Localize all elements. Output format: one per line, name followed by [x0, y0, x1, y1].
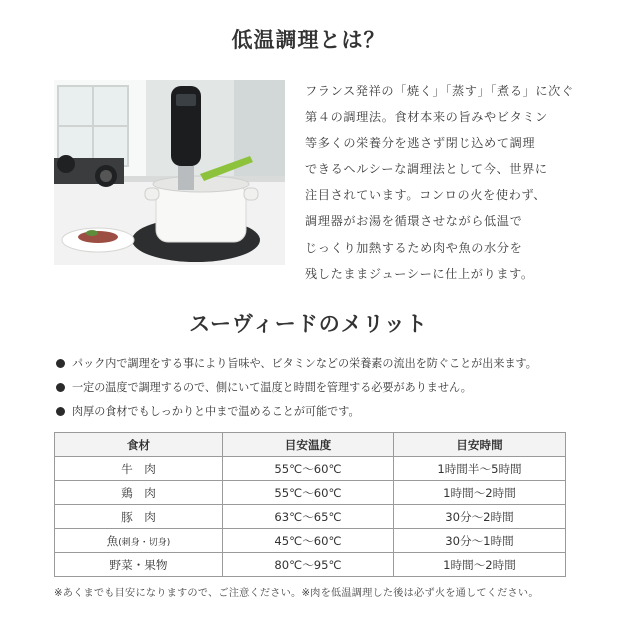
bullet-icon: [56, 383, 65, 392]
table-row: [55, 529, 566, 553]
cell-food: 豚 肉: [55, 505, 223, 529]
header-food: 食材: [55, 433, 223, 457]
table-row: [55, 505, 566, 529]
bullet-text: 肉厚の食材でもしっかりと中まで温めることが可能です。: [72, 405, 360, 418]
list-item: [54, 399, 574, 423]
cell-temp: 63℃～65℃: [223, 505, 394, 529]
intro-line: フランス発祥の「焼く」「蒸す」「煮る」に次ぐ: [305, 84, 574, 98]
header-time: 目安時間: [394, 433, 566, 457]
intro-line: できるヘルシーな調理法として今、世界に: [305, 162, 548, 177]
intro-line: 調理器がお湯を循環させながら低温で: [305, 214, 523, 229]
cell-temp: 55℃～60℃: [223, 481, 394, 505]
intro-text: [305, 78, 574, 287]
intro-line: 第４の調理法。食材本来の旨みやビタミン: [305, 110, 548, 125]
cell-time: 30分～2時間: [394, 505, 566, 529]
intro-line: じっくり加熱するため肉や魚の水分を: [305, 240, 523, 255]
cell-food: 牛 肉: [55, 457, 223, 481]
table-row: [55, 553, 566, 577]
intro-line: 等多くの栄養分を逃さず閉じ込めて調理: [305, 136, 536, 151]
list-item: [54, 375, 574, 399]
sous-vide-cooker-illustration: [54, 80, 285, 265]
cell-temp: 45℃～60℃: [223, 529, 394, 553]
temperature-table: [54, 432, 566, 577]
bullet-text: 一定の温度で調理するので、側にいて温度と時間を管理する必要がありません。: [72, 381, 472, 394]
intro-title: 低温調理とは？: [231, 28, 386, 52]
intro-line: 注目されています。コンロの火を使わず、: [305, 188, 547, 203]
header-temp: 目安温度: [223, 433, 394, 457]
bullet-icon: [56, 407, 65, 416]
bullet-icon: [56, 359, 65, 368]
cell-food: 魚(刺身・切身): [55, 529, 223, 553]
table-row: [55, 457, 566, 481]
list-item: [54, 351, 574, 375]
merit-list: [54, 351, 574, 423]
cell-food: 野菜・果物: [55, 553, 223, 577]
cell-time: 1時間半～5時間: [394, 457, 566, 481]
cell-temp: 80℃～95℃: [223, 553, 394, 577]
cell-time: 30分～1時間: [394, 529, 566, 553]
table-row: [55, 481, 566, 505]
sous-vide-photo: [54, 80, 285, 265]
table-header-row: [55, 433, 566, 457]
bullet-text: パック内で調理をする事により旨味や、ビタミンなどの栄養素の流出を防ぐことが出来ます。: [72, 357, 537, 370]
intro-line: 残したままジューシーに仕上がります。: [305, 266, 534, 281]
cell-food: 鶏 肉: [55, 481, 223, 505]
merit-title: スーヴィードのメリット: [189, 312, 428, 336]
cell-time: 1時間～2時間: [394, 553, 566, 577]
cell-time: 1時間～2時間: [394, 481, 566, 505]
footnote: ※あくまでも目安になりますので、ご注意ください。※肉を低温調理した後は必ず火を通してください。: [54, 588, 539, 599]
cell-temp: 55℃～60℃: [223, 457, 394, 481]
